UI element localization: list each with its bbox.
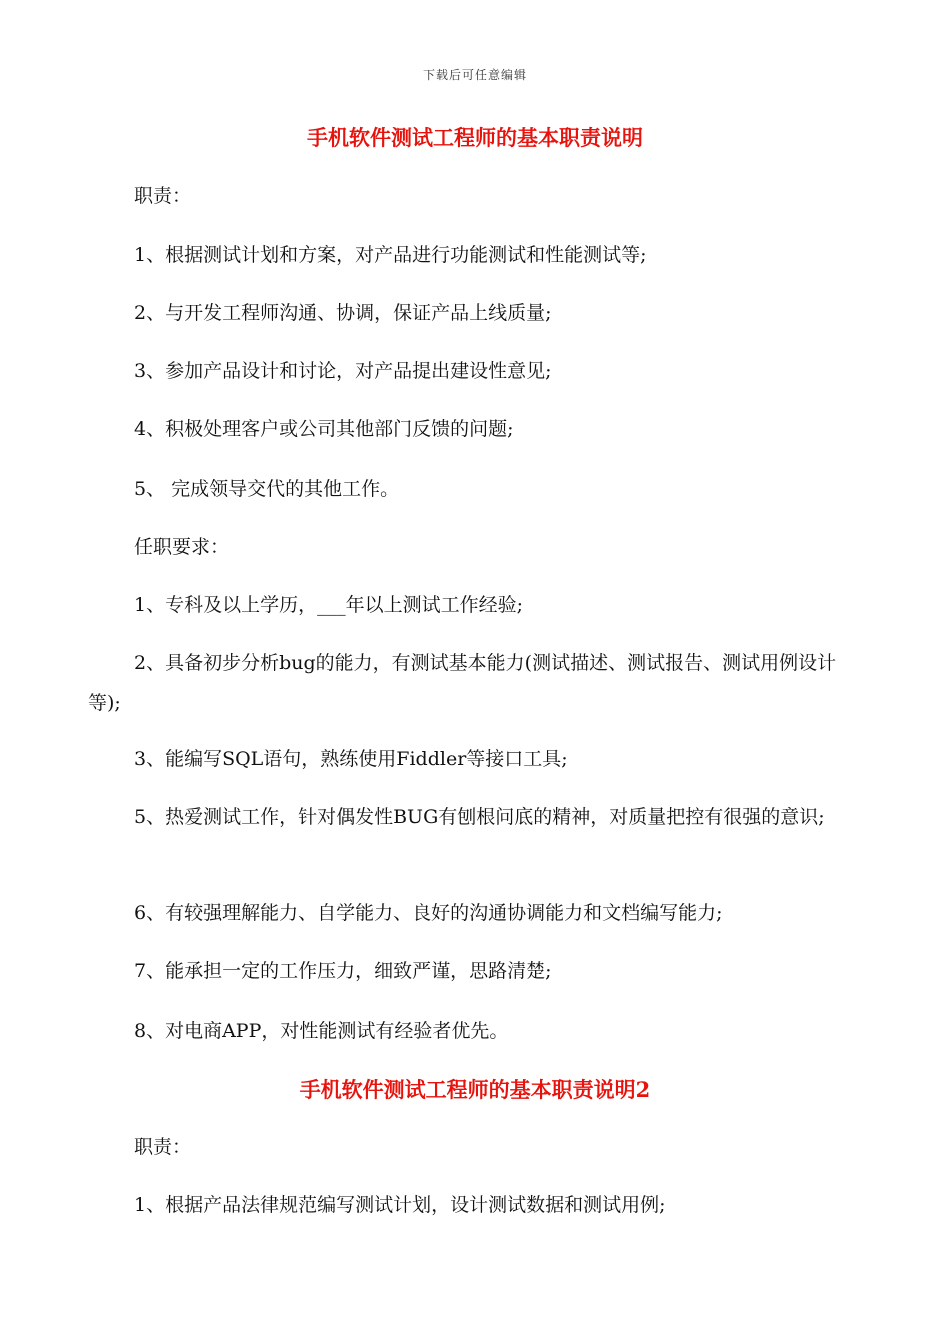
section1-duty-item: 2、与开发工程师沟通、协调，保证产品上线质量; (134, 302, 552, 324)
section1-duty-item: 4、积极处理客户或公司其他部门反馈的问题; (134, 418, 514, 440)
section1-title: 手机软件测试工程师的基本职责说明 (307, 125, 643, 150)
requirement-item: 1、专科及以上学历，___年以上测试工作经验; (134, 594, 523, 616)
section2-duties-heading: 职责： (134, 1136, 192, 1158)
section1-duties-heading: 职责： (134, 185, 192, 207)
section1-duty-item: 3、参加产品设计和讨论，对产品提出建设性意见; (134, 360, 552, 382)
requirement-item: 7、能承担一定的工作压力，细致严谨，思路清楚; (134, 960, 552, 982)
requirement-item: 6、有较强理解能力、自学能力、良好的沟通协调能力和文档编写能力; (134, 902, 723, 924)
section1-duty-item: 1、根据测试计划和方案，对产品进行功能测试和性能测试等; (134, 244, 647, 266)
requirement-item: 3、能编写SQL语句，熟练使用Fiddler等接口工具; (134, 748, 568, 770)
section2-duty-item: 1、根据产品法律规范编写测试计划，设计测试数据和测试用例; (134, 1194, 666, 1216)
section1-requirements-heading: 任职要求： (134, 536, 230, 558)
requirement-item: 5、热爱测试工作，针对偶发性BUG有刨根问底的精神，对质量把控有很强的意识; (134, 806, 825, 828)
download-editable-note: 下载后可任意编辑 (422, 68, 527, 82)
section1-duty-item: 5、 完成领导交代的其他工作。 (134, 478, 400, 500)
requirement-item: 8、对电商APP，对性能测试有经验者优先。 (134, 1020, 509, 1042)
requirement-item: 2、具备初步分析bug的能力，有测试基本能力(测试描述、测试报告、测试用例设计等); (88, 652, 837, 714)
section2-title: 手机软件测试工程师的基本职责说明2 (299, 1077, 651, 1102)
